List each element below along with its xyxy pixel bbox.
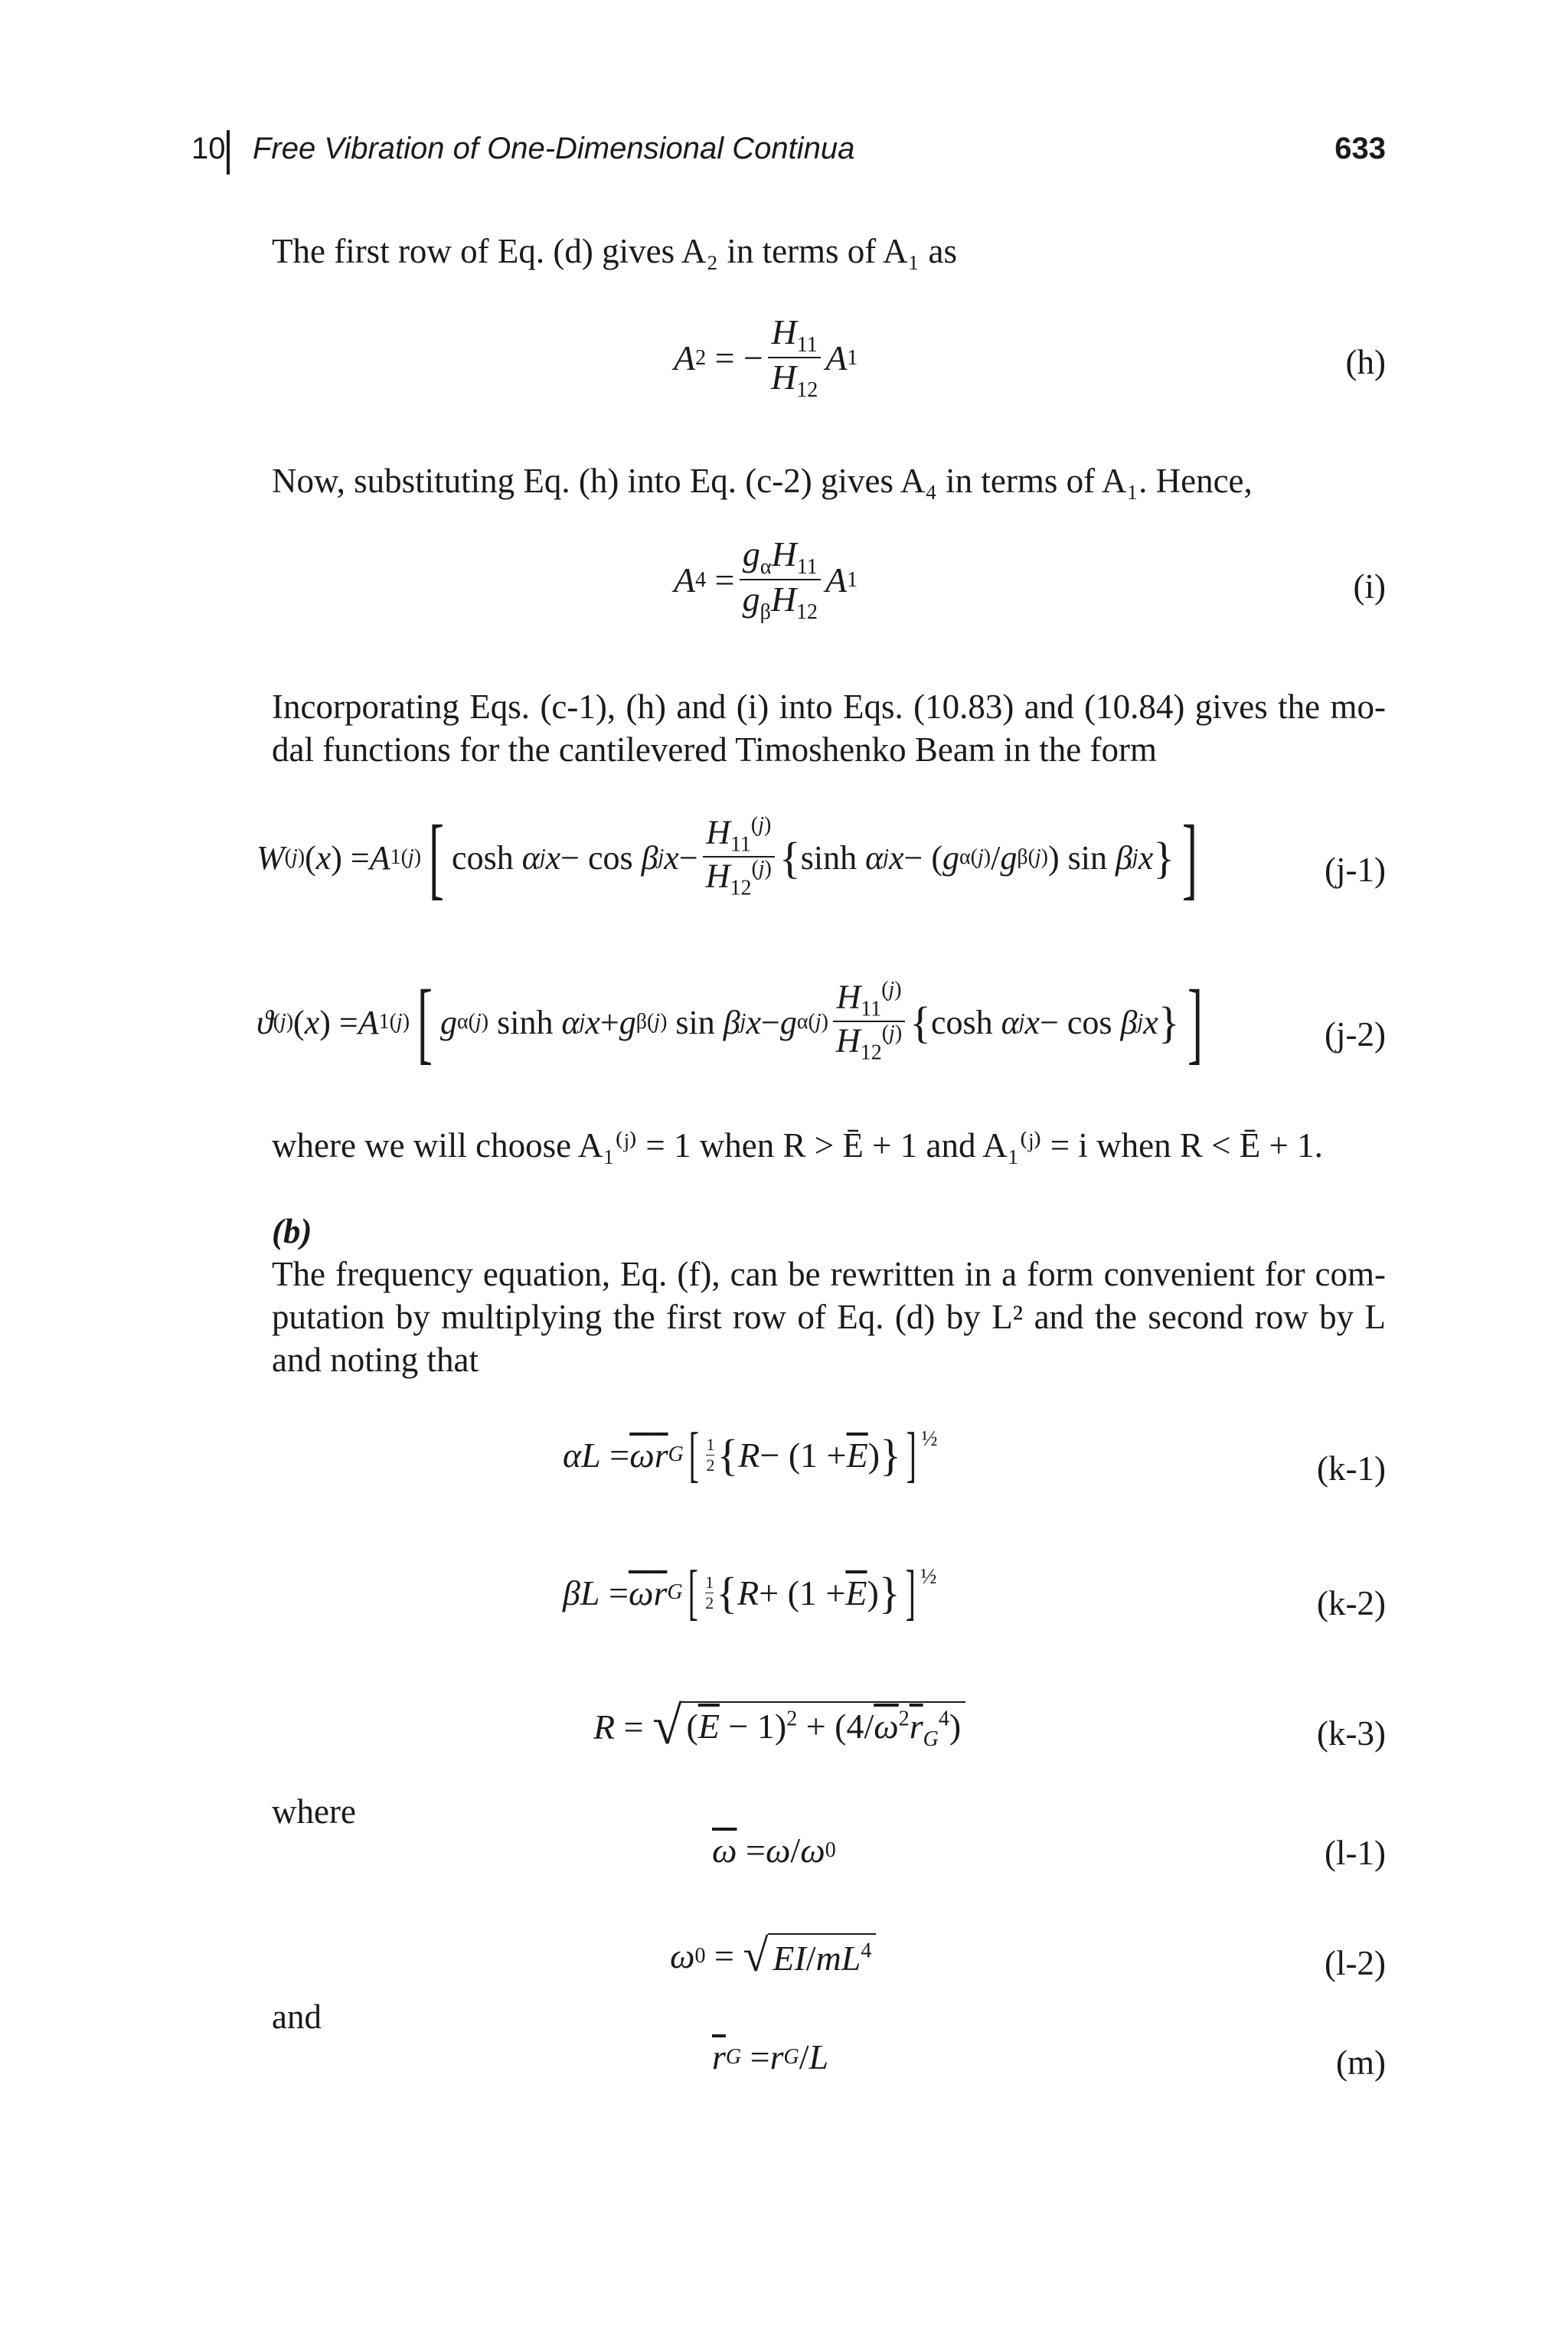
paragraph-5-line-2: putation by multiplying the first row of Eq. (d) by L² and the second row by L bbox=[272, 1298, 1386, 1336]
equation-l1: $\overline{\omega}$ = ω / ω 0 bbox=[712, 1831, 836, 1870]
equation-number-i: (i) bbox=[1353, 567, 1386, 606]
equation-l2: ω 0 = √ $EI/mL^4$ bbox=[670, 1929, 876, 1982]
equation-number-m: (m) bbox=[1336, 2044, 1386, 2082]
section-label-b: (b) bbox=[272, 1212, 312, 1250]
paragraph-4: where we will choose A₁⁽ʲ⁾ = 1 when R > Ē + 1 and A₁⁽ʲ⁾ = i when R < Ē + 1. bbox=[272, 1126, 1323, 1165]
equation-number-h: (h) bbox=[1345, 343, 1386, 381]
equation-i: A 4 = $\frac{g_\alpha H_{11}}{g_\beta H_{12}}$ A 1 bbox=[674, 534, 858, 624]
where-label: where bbox=[272, 1792, 356, 1831]
page-number: 633 bbox=[1334, 132, 1386, 165]
equation-number-j1: (j-1) bbox=[1325, 851, 1386, 889]
equation-number-k3: (k-3) bbox=[1317, 1714, 1386, 1753]
paragraph-5-line-3: and noting that bbox=[272, 1341, 479, 1379]
chapter-number: 10 bbox=[191, 132, 226, 165]
paragraph-2: Now, substituting Eq. (h) into Eq. (c-2) gives A₄ in terms of A₁. Hence, bbox=[272, 462, 1253, 500]
equation-k3: R = √ $(\overline{E} - 1)^2 + (4/\overline{\omega}^2\overline{r}_G^4)$ bbox=[593, 1696, 965, 1757]
paragraph-1: The first row of Eq. (d) gives A₂ in terms of A₁ as bbox=[272, 232, 957, 270]
equation-k2: β L = $\overline{\omega}$ $\overline{r}$ G [ 1 2 { R + (1 + $\overline{E}$ ) } ] $^{\frac{1}{2}}$ bbox=[563, 1559, 937, 1626]
equation-number-k2: (k-2) bbox=[1317, 1584, 1386, 1622]
equation-number-l1: (l-1) bbox=[1325, 1834, 1386, 1872]
header-divider bbox=[227, 130, 230, 175]
equation-number-j2: (j-2) bbox=[1325, 1015, 1386, 1054]
equation-k1: α L = $\overline{\omega}$ $\overline{r}$ G [ 1 2 { R − (1 + $\overline{E}$ ) } ] $^{\frac{1}{2}}$ bbox=[563, 1421, 938, 1488]
and-label: and bbox=[272, 1998, 322, 2036]
equation-m: $\overline{r}$ G = r G / L bbox=[712, 2037, 829, 2076]
chapter-title: Free Vibration of One-Dimensional Continua bbox=[253, 132, 855, 165]
paragraph-3-line-1: Incorporating Eqs. (c-1), (h) and (i) into Eqs. (10.83) and (10.84) gives the mo- bbox=[272, 688, 1386, 726]
equation-number-l2: (l-2) bbox=[1325, 1944, 1386, 1982]
equation-j1: W (j) ( x ) = A 1 (j) [ cosh α j x − cos β j x − $\frac{H_{11}^{(j)}}{H_{12}^{(j)}}$ { sinh α j x − ( g α (j) / g β (j) ) sin β j x } ] bbox=[256, 806, 1198, 908]
equation-number-k1: (k-1) bbox=[1317, 1449, 1386, 1488]
paragraph-3-line-2: dal functions for the cantilevered Timoshenko Beam in the form bbox=[272, 730, 1158, 769]
equation-h: A 2 = − $\frac{H_{11}}{H_{12}}$ A 1 bbox=[674, 312, 858, 402]
paragraph-5-line-1: The frequency equation, Eq. (f), can be rewritten in a form convenient for com- bbox=[272, 1255, 1386, 1293]
equation-j2: ϑ (j) ( x ) = A 1 (j) [ g α (j) sinh α j x + g β (j) sin β j x − g α (j) $\frac{H_{11}^{(j)}}{H_{12}^{(j)}}$ { cosh α j x − cos β j x } ] bbox=[256, 971, 1203, 1073]
